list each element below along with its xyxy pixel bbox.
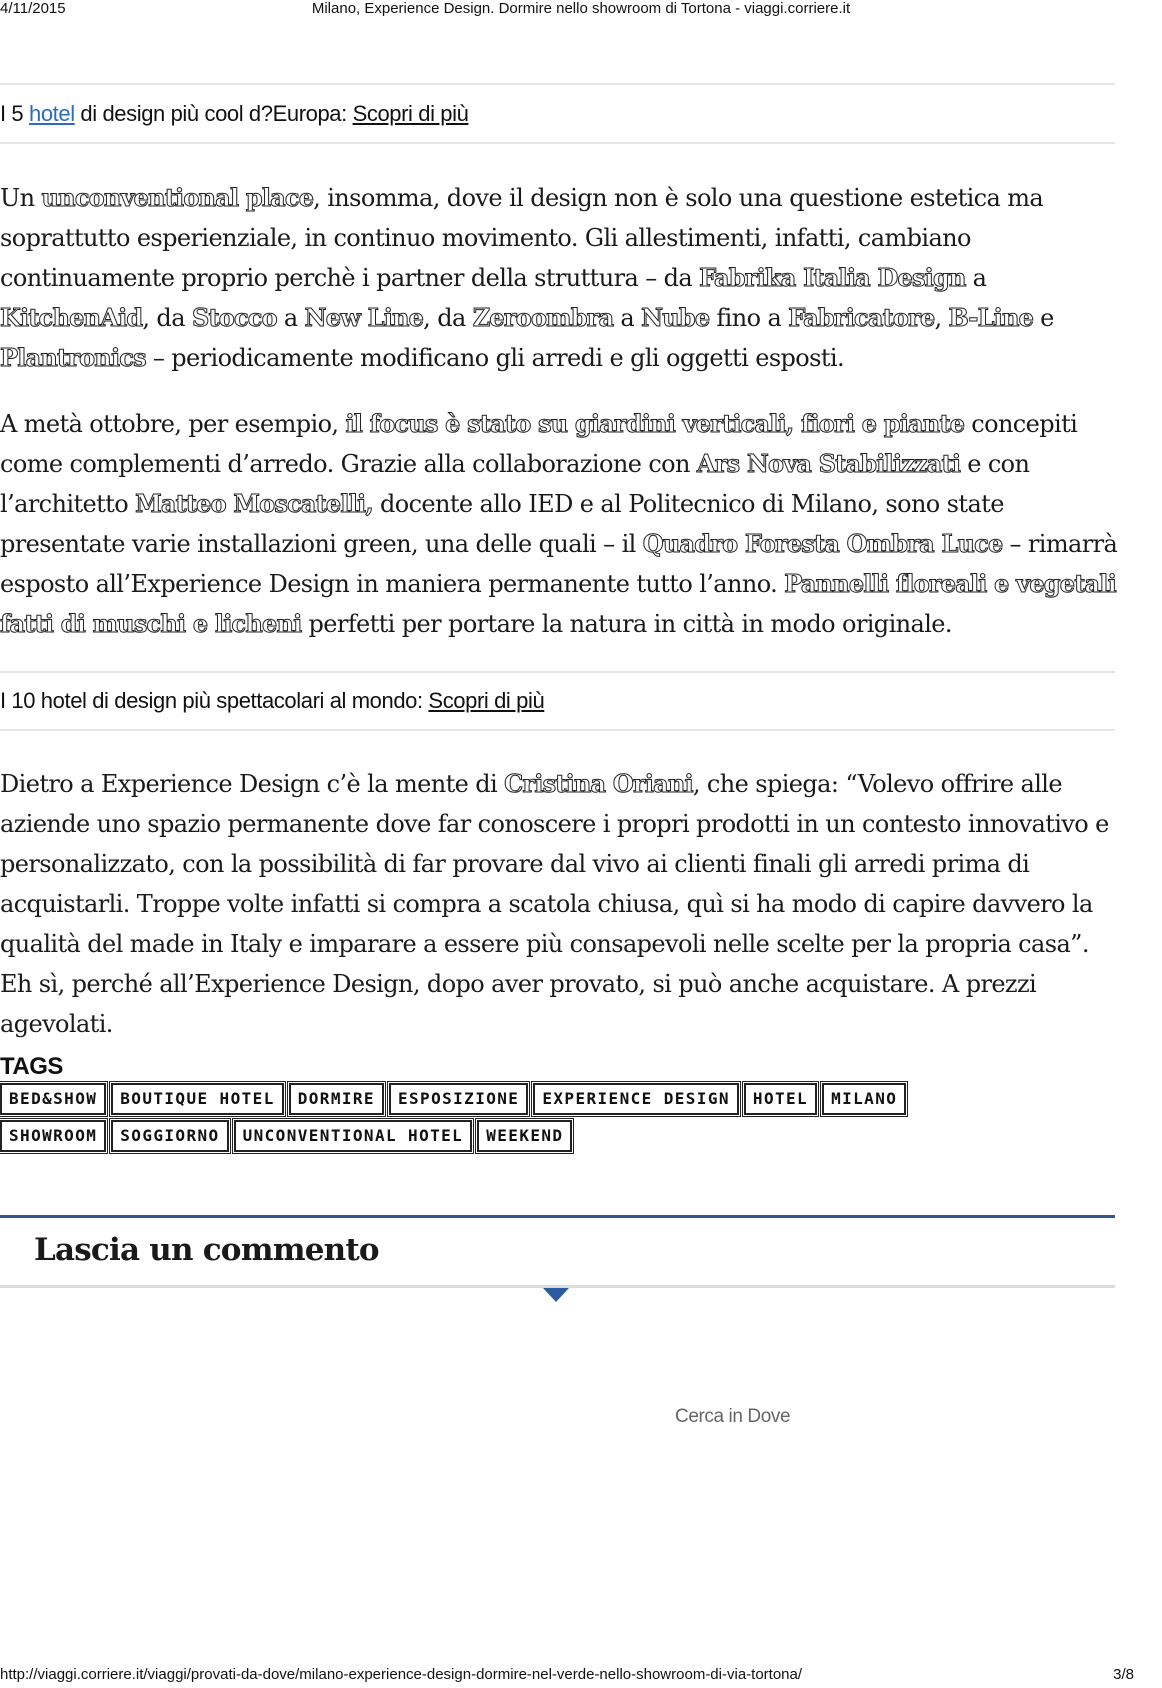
paragraph-text: , da <box>142 304 192 332</box>
paragraph-text: A metà ottobre, per esempio, <box>0 410 346 438</box>
paragraph-text: – rimarrà esposto all’Experience Design in maniera permanente tutto l’anno. <box>0 530 1118 598</box>
comments-divider <box>0 1215 1115 1218</box>
highlighted-term: New Line <box>304 303 424 332</box>
paragraph-text: , insomma, dove il design non è solo una questione estetica ma soprattutto esperienziale, in continuo movimento. Gli allestimenti, infatti, cambiano continuamente proprio perchè i partner della struttura – da <box>0 184 1044 292</box>
highlighted-term: unconventional place <box>41 183 314 212</box>
paragraph-text: – periodicamente modificano gli arredi e gli oggetti esposti. <box>145 344 845 372</box>
promo-box-bottom <box>0 688 544 714</box>
tag-link[interactable]: SOGGIORNO <box>111 1120 228 1152</box>
divider <box>0 729 1115 731</box>
divider <box>0 83 1115 85</box>
paragraph-text: docente allo IED e al Politecnico di Milano, sono state presentate varie installazioni green, una delle quali – il <box>0 490 1004 558</box>
tag-link[interactable]: DORMIRE <box>289 1083 384 1115</box>
tag-link[interactable]: SHOWROOM <box>0 1120 106 1152</box>
tag-link[interactable]: BOUTIQUE HOTEL <box>111 1083 283 1115</box>
print-title: Milano, Experience Design. Dormire nello showroom di Tortona - viaggi.corriere.it <box>311 0 851 17</box>
tag-link[interactable]: MILANO <box>822 1083 906 1115</box>
highlighted-term: Cristina Oriani <box>504 769 693 798</box>
paragraph-text: fino a <box>709 304 789 332</box>
tag-link[interactable]: ESPOSIZIONE <box>389 1083 528 1115</box>
highlighted-term: Pannelli floreali e vegetali fatti di muschi e licheni <box>0 569 1116 638</box>
promo-prefix: I 10 hotel di design più spettacolari al mondo: <box>0 688 429 713</box>
tag-link[interactable]: EXPERIENCE DESIGN <box>533 1083 739 1115</box>
tag-link[interactable]: UNCONVENTIONAL HOTEL <box>234 1120 473 1152</box>
highlighted-term: Quadro Foresta Ombra Luce <box>642 529 1003 558</box>
paragraph-text: e <box>1033 304 1054 332</box>
paragraph-text: a <box>276 304 305 332</box>
tag-link[interactable]: HOTEL <box>744 1083 817 1115</box>
highlighted-term: Stocco <box>191 303 277 332</box>
promo-prefix: I 5 <box>0 101 29 126</box>
highlighted-term: il focus è stato su giardini verticali, fiori e piante <box>345 409 965 438</box>
highlighted-term: B-Line <box>948 303 1034 332</box>
tags-row <box>0 1083 906 1115</box>
tags-row <box>0 1120 572 1152</box>
paragraph-text: Dietro a Experience Design c’è la mente di <box>0 770 505 798</box>
paragraph-text: a <box>613 304 642 332</box>
paragraph-text: concepiti come complementi d’arredo. Grazie alla collaborazione con <box>0 410 1078 478</box>
article-paragraph <box>0 764 1118 1044</box>
paragraph-text: , che spiega: “Volevo offrire alle aziende uno spazio permanente dove far conoscere i propri prodotti in un contesto innovativo e personalizzato, con la possibilità di far provare dal vivo ai clienti finali gli arredi prima di acquistarli. Troppe volte infatti si compra a scatola chiusa, quì si ha modo di capire davvero la qualità del made in Italy e imparare a essere più consapevoli nelle scelte per la propria casa”. Eh sì, perché all’Experience Design, dopo aver provato, si può anche acquistare. A prezzi agevolati. <box>0 770 1109 1038</box>
search-label: Cerca in Dove <box>675 1406 791 1427</box>
promo-box-top <box>0 101 468 127</box>
print-page-number: 3/8 <box>1113 1666 1134 1683</box>
print-url: http://viaggi.corriere.it/viaggi/provati-da-dove/milano-experience-design-dormire-nel-verde-nello-showroom-di-via-tortona/ <box>0 1666 803 1683</box>
paragraph-text: Un <box>0 184 42 212</box>
article-paragraph <box>0 404 1118 644</box>
caret-down-icon <box>543 1288 569 1302</box>
highlighted-term: Ars Nova Stabilizzati <box>696 449 961 478</box>
paragraph-text: perfetti per portare la natura in città in modo originale. <box>301 610 952 638</box>
highlighted-term: KitchenAid <box>0 303 143 332</box>
highlighted-term: Fabricatore <box>788 303 935 332</box>
discover-more-link[interactable]: Scopri di più <box>352 101 469 126</box>
divider <box>0 142 1115 144</box>
paragraph-text: , da <box>423 304 473 332</box>
article-paragraph <box>0 178 1118 378</box>
hotel-link[interactable]: hotel <box>28 101 75 126</box>
paragraph-text: a <box>965 264 987 292</box>
paragraph-text: , <box>934 304 949 332</box>
tag-link[interactable]: BED&SHOW <box>0 1083 106 1115</box>
tag-link[interactable]: WEEKEND <box>477 1120 572 1152</box>
print-footer <box>0 1666 1162 1688</box>
divider <box>0 671 1115 673</box>
highlighted-term: Matteo Moscatelli, <box>135 489 373 518</box>
promo-middle: di design più cool d?Europa: <box>74 101 353 126</box>
tags-title: TAGS <box>0 1053 63 1080</box>
paragraph-text: e con l’architetto <box>0 450 1030 518</box>
print-date: 4/11/2015 <box>0 0 66 17</box>
highlighted-term: Plantronics <box>0 343 146 372</box>
highlighted-term: Fabrika Italia Design <box>699 263 966 292</box>
highlighted-term: Zeroombra <box>472 303 614 332</box>
print-header <box>0 0 1162 22</box>
discover-more-link[interactable]: Scopri di più <box>428 688 545 713</box>
highlighted-term: Nube <box>641 303 710 332</box>
comments-title: Lascia un commento <box>34 1232 379 1268</box>
